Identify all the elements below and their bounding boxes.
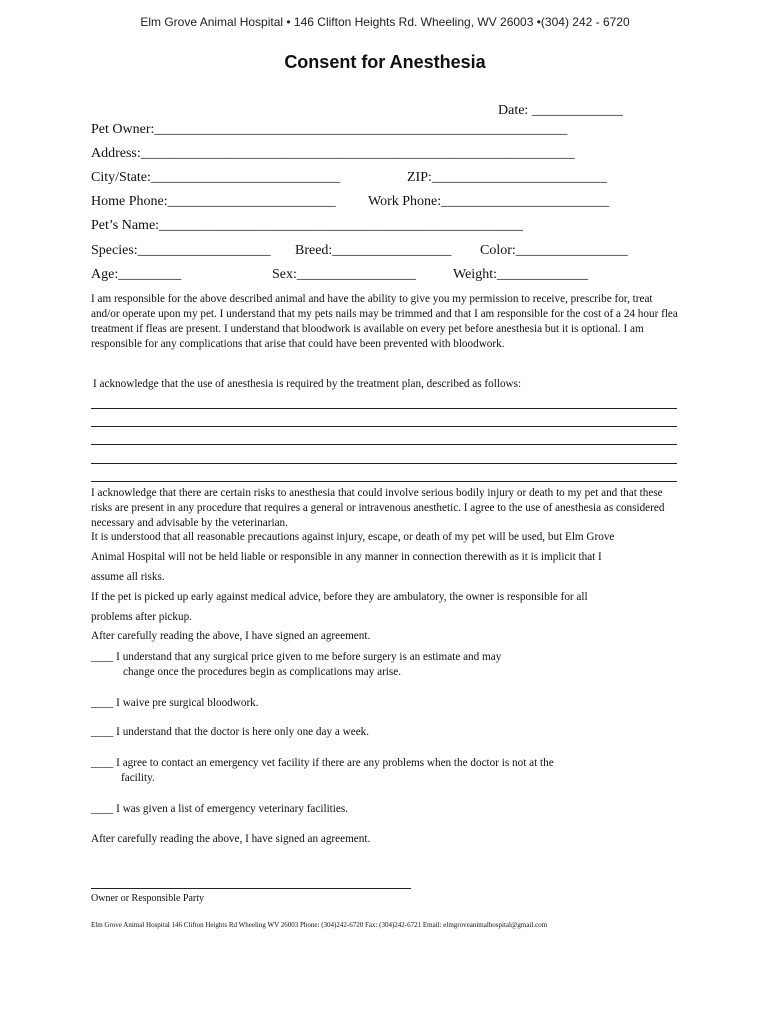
color-field[interactable]: Color:________________: [480, 243, 628, 258]
treatment-plan-line-1[interactable]: [91, 408, 677, 409]
city-state-field[interactable]: City/State:___________________________: [91, 170, 340, 185]
page-footer: Elm Grove Animal Hospital 146 Clifton Heights Rd Wheeling WV 26003 Phone: (304)242-6720 Fax: (304)242-6721 Email: elmgroveanimalhospital@gmail.com: [91, 921, 548, 929]
initial-item-bloodwork[interactable]: ____ I waive pre surgical bloodwork.: [91, 697, 259, 709]
page-title: Consent for Anesthesia: [284, 52, 486, 72]
treatment-plan-line-3[interactable]: [91, 444, 677, 445]
sex-field[interactable]: Sex:_________________: [272, 267, 416, 282]
initial-item-emergency-contact[interactable]: ____ I agree to contact an emergency vet facility if there are any problems when the doctor is not at the: [91, 757, 554, 769]
breed-field[interactable]: Breed:_________________: [295, 243, 452, 258]
address-field[interactable]: Address:______________________________________________________________: [91, 146, 575, 161]
home-phone-field[interactable]: Home Phone:________________________: [91, 194, 336, 209]
date-field[interactable]: Date: _____________: [498, 103, 623, 118]
initial-item-facilities-list[interactable]: ____ I was given a list of emergency veterinary facilities.: [91, 803, 349, 815]
treatment-plan-label: I acknowledge that the use of anesthesia is required by the treatment plan, described as follows:: [93, 378, 522, 390]
precautions-line-1: It is understood that all reasonable precautions against injury, escape, or death of my pet will be used, but Elm Grove: [91, 531, 615, 543]
pickup-line-2: problems after pickup.: [91, 611, 192, 623]
zip-field[interactable]: ZIP:_________________________: [407, 170, 607, 185]
treatment-plan-line-4[interactable]: [91, 463, 677, 464]
pickup-line-1: If the pet is picked up early against medical advice, before they are ambulatory, the owner is responsible for all: [91, 591, 588, 603]
precautions-line-2: Animal Hospital will not be held liable or responsible in any manner in connection therewith as it is implicit that I: [91, 551, 602, 563]
agreement-statement: After carefully reading the above, I have signed an agreement.: [91, 630, 371, 642]
initial-item-doctor-schedule[interactable]: ____ I understand that the doctor is here only one day a week.: [91, 726, 370, 738]
initial-item-estimate[interactable]: ____ I understand that any surgical price given to me before surgery is an estimate and may: [91, 651, 502, 663]
species-field[interactable]: Species:___________________: [91, 243, 271, 258]
agreement-statement-final: After carefully reading the above, I have signed an agreement.: [91, 833, 371, 845]
pets-name-field[interactable]: Pet’s Name:____________________________________________________: [91, 218, 524, 233]
work-phone-field[interactable]: Work Phone:________________________: [368, 194, 610, 209]
treatment-plan-line-2[interactable]: [91, 426, 677, 427]
responsibility-paragraph: I am responsible for the above described animal and have the ability to give you my permission to receive, prescribe for, treat and/or operate upon my pet. I understand that my pets nails may be trimmed and that I am responsible for the cost of a 24 hour flea treatment if fleas are present. I understand that bloodwork is available on every pet before anesthesia but it is optional. I am responsible for any complications that arise that could have been prevented with bloodwork.: [91, 293, 678, 350]
pet-owner-field[interactable]: Pet Owner:___________________________________________________________: [91, 122, 568, 137]
age-field[interactable]: Age:_________: [91, 267, 182, 282]
treatment-plan-line-5[interactable]: [91, 481, 677, 482]
initial-item-estimate-cont: change once the procedures begin as complications may arise.: [123, 666, 402, 678]
signature-label: Owner or Responsible Party: [91, 893, 205, 904]
weight-field[interactable]: Weight:_____________: [453, 267, 588, 282]
risks-paragraph: I acknowledge that there are certain risks to anesthesia that could involve serious bodily injury or death to my pet and that these risks are present in any procedure that requires a general or intravenous anesthetic. I agree to the use of anesthesia as considered necessary and advisable by the veterinarian.: [91, 487, 665, 529]
clinic-header: Elm Grove Animal Hospital • 146 Clifton Heights Rd. Wheeling, WV 26003 •(304) 242 - 6720: [140, 15, 630, 29]
initial-item-emergency-contact-cont: facility.: [121, 772, 155, 784]
precautions-line-3: assume all risks.: [91, 571, 165, 583]
signature-line[interactable]: [91, 888, 411, 889]
